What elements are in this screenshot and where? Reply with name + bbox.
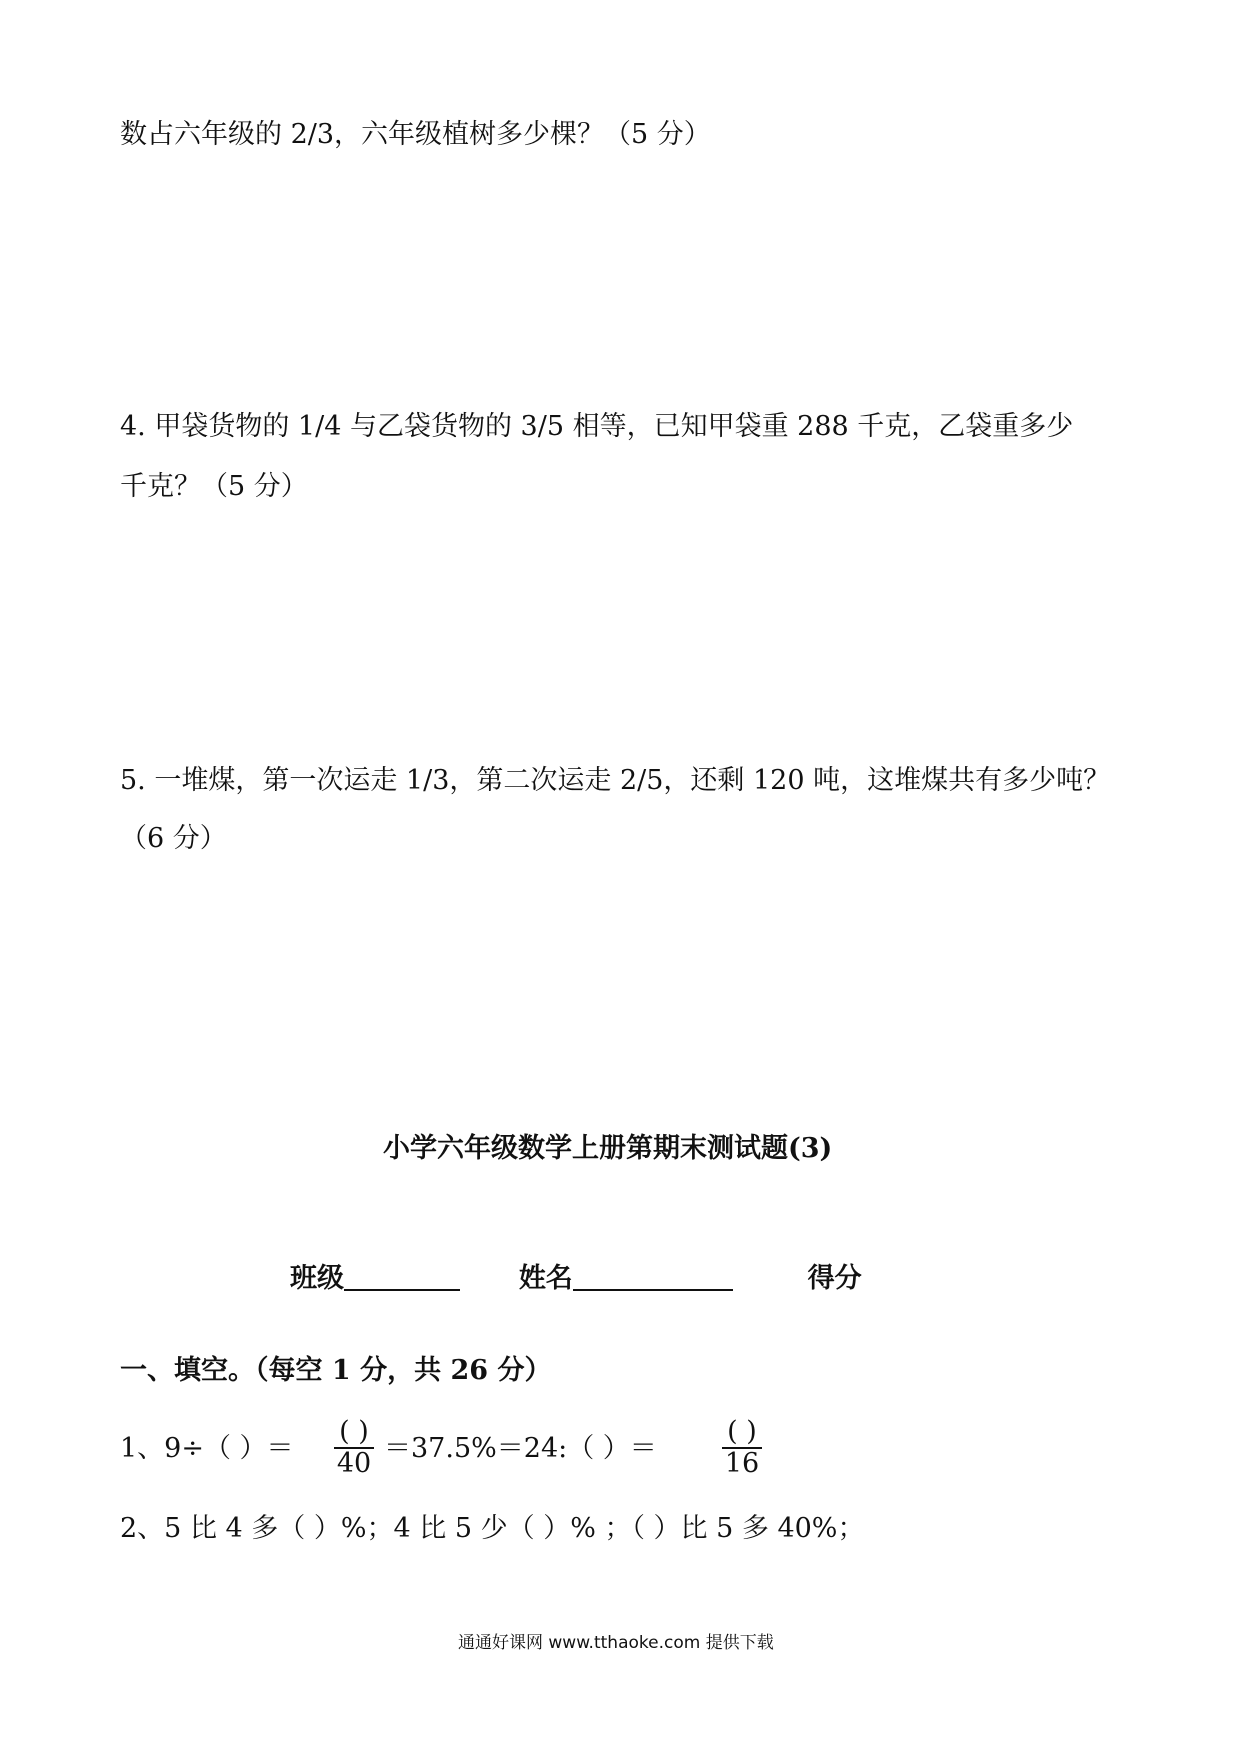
- class-label: 班级: [290, 1263, 344, 1294]
- fraction-2-numerator[interactable]: ( ): [727, 1416, 757, 1447]
- fraction-1-denominator: 40: [336, 1448, 372, 1479]
- name-blank[interactable]: [573, 1263, 733, 1291]
- test-title: 小学六年级数学上册第期末测试题(3): [383, 1133, 833, 1164]
- class-blank[interactable]: [344, 1263, 460, 1291]
- question-4-line-1: 4. 甲袋货物的 1/4 与乙袋货物的 3/5 相等，已知甲袋重 288 千克，乙袋重多少: [120, 411, 1074, 442]
- score-label: 得分: [807, 1263, 862, 1294]
- question-5-line-2: （6 分）: [120, 823, 227, 854]
- question-4-line-2: 千克？（5 分）: [120, 471, 308, 502]
- name-label: 姓名: [518, 1263, 573, 1294]
- fraction-2-denominator: 16: [724, 1448, 760, 1479]
- question-5-line-1: 5. 一堆煤，第一次运走 1/3，第二次运走 2/5，还剩 120 吨，这堆煤共有多少吨？: [120, 765, 1111, 796]
- section-1-heading: 一、填空。（每空 1 分，共 26 分）: [120, 1355, 552, 1386]
- fraction-2: [722, 1417, 762, 1479]
- student-info-row: [290, 1262, 862, 1296]
- fill-item-2: 2、5 比 4 多（ ）%；4 比 5 少（ ）% ；（ ）比 5 多 40%；: [120, 1513, 865, 1544]
- fraction-1-numerator[interactable]: ( ): [339, 1416, 369, 1447]
- fill-item-1-part-b: ＝37.5%＝24:（ ）＝: [384, 1433, 657, 1464]
- question-3-tail: 数占六年级的 2/3，六年级植树多少棵？（5 分）: [120, 119, 711, 150]
- fill-item-1-part-a: 1、9÷（ ）＝: [120, 1433, 294, 1464]
- page-footer: 通通好课网 www.tthaoke.com 提供下载: [458, 1633, 774, 1653]
- fraction-1: [334, 1417, 374, 1479]
